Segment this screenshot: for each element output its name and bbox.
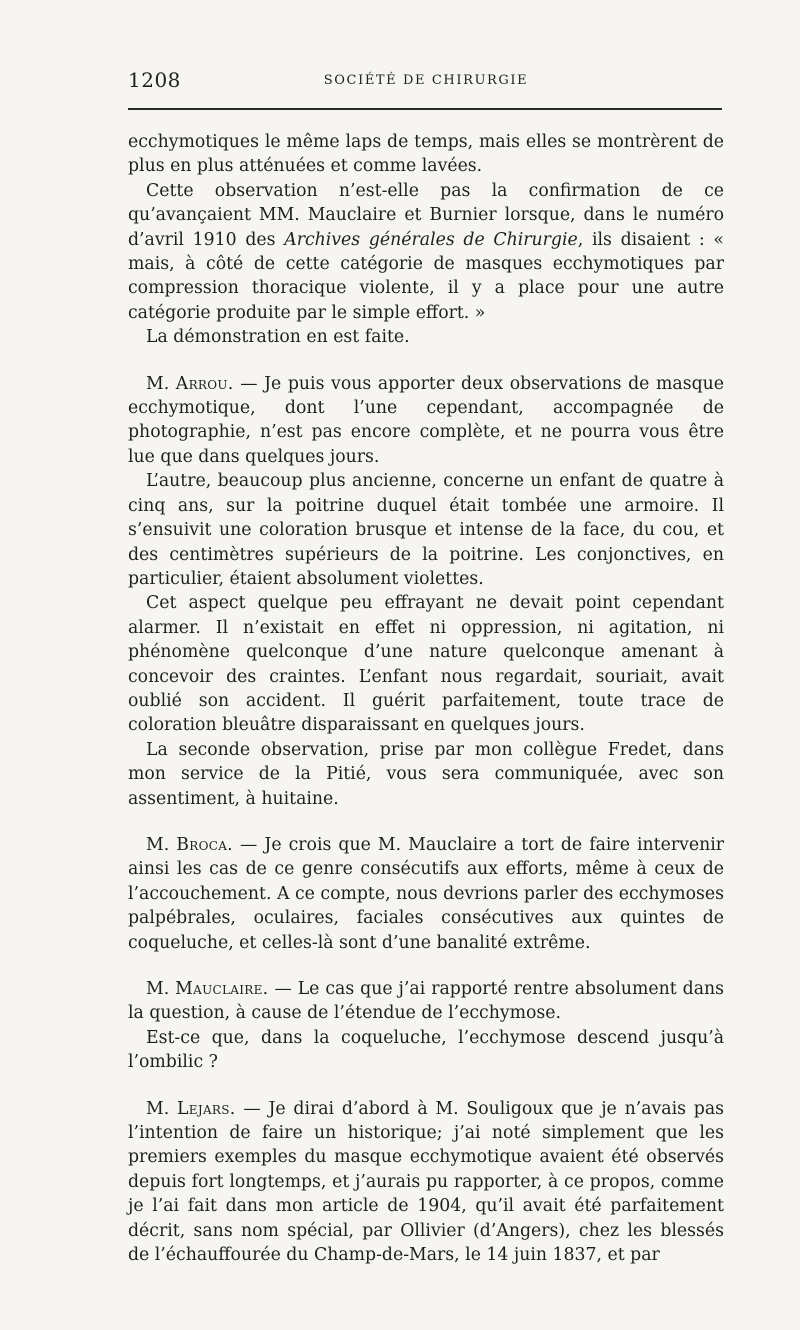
speaker-paragraph-broca bbox=[128, 833, 724, 955]
speaker-prefix: M. bbox=[146, 979, 176, 999]
paragraph bbox=[128, 179, 724, 325]
speaker-paragraph-lejars bbox=[128, 1097, 724, 1268]
running-title: SOCIÉTÉ DE CHIRURGIE bbox=[323, 73, 529, 88]
speaker-paragraph-mauclaire bbox=[128, 977, 724, 1026]
paragraph: ecchymotiques le même laps de temps, mais elles se montrèrent de plus en plus atténuées et comme lavées. bbox=[128, 132, 724, 177]
speaker-name: Mauclaire. bbox=[175, 979, 269, 999]
paragraph-text: , ils disaient : « mais, à côté de cette catégorie de masques ecchymotiques par compression thoracique violente, il y a place pour une autre catégorie produite par le simple effort. » bbox=[128, 229, 725, 323]
speech-text: — Le cas que j’ai rapporté rentre absolument dans la question, à cause de l’étendue de l’ecchymose. bbox=[128, 979, 724, 1024]
speaker-prefix: M. bbox=[146, 373, 176, 394]
paragraph: Cet aspect quelque peu effrayant ne devait point cependant alarmer. Il n’existait en effet ni oppression, ni agitation, ni phénomène quelconque d’une nature quelconque amenant à concevoir des craintes. L’enfant nous regardait, souriait, avait oublié son accident. Il guérit parfaitement, toute trace de coloration bleuâtre disparaissant en quelques jours. bbox=[128, 593, 724, 736]
speaker-name: Broca. bbox=[176, 834, 233, 855]
paragraph: La seconde observation, prise par mon collègue Fredet, dans mon service de la Pitié, vous sera communiquée, avec son assentiment, à huitaine. bbox=[128, 739, 724, 809]
speech-text: — Je puis vous apporter deux observations de masque ecchymotique, dont l’une cependant, accompagnée de photographie, n’est pas encore complète, et ne pourra vous être lue que dans quelques jours. bbox=[128, 373, 724, 467]
paragraph: La démonstration en est faite. bbox=[146, 327, 410, 348]
speech-text: — Je dirai d’abord à M. Souligoux que je n’avais pas l’intention de faire un historique; j’ai noté simplement que les premiers exemples du masque ecchymotique avaient été observés depuis fort longtemps, et j’aurais pu rapporter, à ce propos, comme je l’ai fait dans mon article de 1904, qu’il avait été parfaitement décrit, sans nom spécial, par Ollivier (d’Angers), chez les blessés de l’échauffourée du Champ-de-Mars, le 14 juin 1837, et par bbox=[128, 1098, 725, 1266]
page-number: 1208 bbox=[128, 68, 181, 92]
speaker-name: Lejars. bbox=[177, 1098, 236, 1119]
paragraph: Est-ce que, dans la coqueluche, l’ecchymose descend jusqu’à l’ombilic ? bbox=[128, 1027, 724, 1073]
paragraph: L’autre, beaucoup plus ancienne, concerne un enfant de quatre à cinq ans, sur la poitrine duquel était tombée une armoire. Il s’ensuivit une coloration brusque et intense de la face, du cou, et des centimètres supérieurs de la poitrine. Les conjonctives, en particulier, étaient absolument violettes. bbox=[128, 471, 724, 589]
journal-title: Archives générales de Chirurgie bbox=[284, 229, 578, 250]
paragraph-text: Cette observation n’est-elle pas la confirmation de ce qu’avançaient MM. Mauclaire et Burnier lorsque, dans le numéro d’avril 1910 des bbox=[128, 180, 724, 250]
speaker-name: Arrou. bbox=[175, 373, 234, 394]
speech-text: — Je crois que M. Mauclaire a tort de faire intervenir ainsi les cas de ce genre consécutifs aux efforts, même à ceux de l’accouchement. A ce compte, nous devrions parler des ecchymoses palpébrales, oculaires, faciales consécutives aux quintes de coqueluche, et celles-là sont d’une banalité extrême. bbox=[128, 834, 725, 953]
page bbox=[128, 68, 725, 1266]
speaker-prefix: M. bbox=[146, 1098, 177, 1119]
header-rule bbox=[128, 108, 722, 110]
page-header bbox=[128, 68, 724, 98]
speaker-paragraph-arrou bbox=[128, 372, 724, 470]
speaker-prefix: M. bbox=[146, 834, 177, 855]
body-text bbox=[128, 130, 724, 1267]
